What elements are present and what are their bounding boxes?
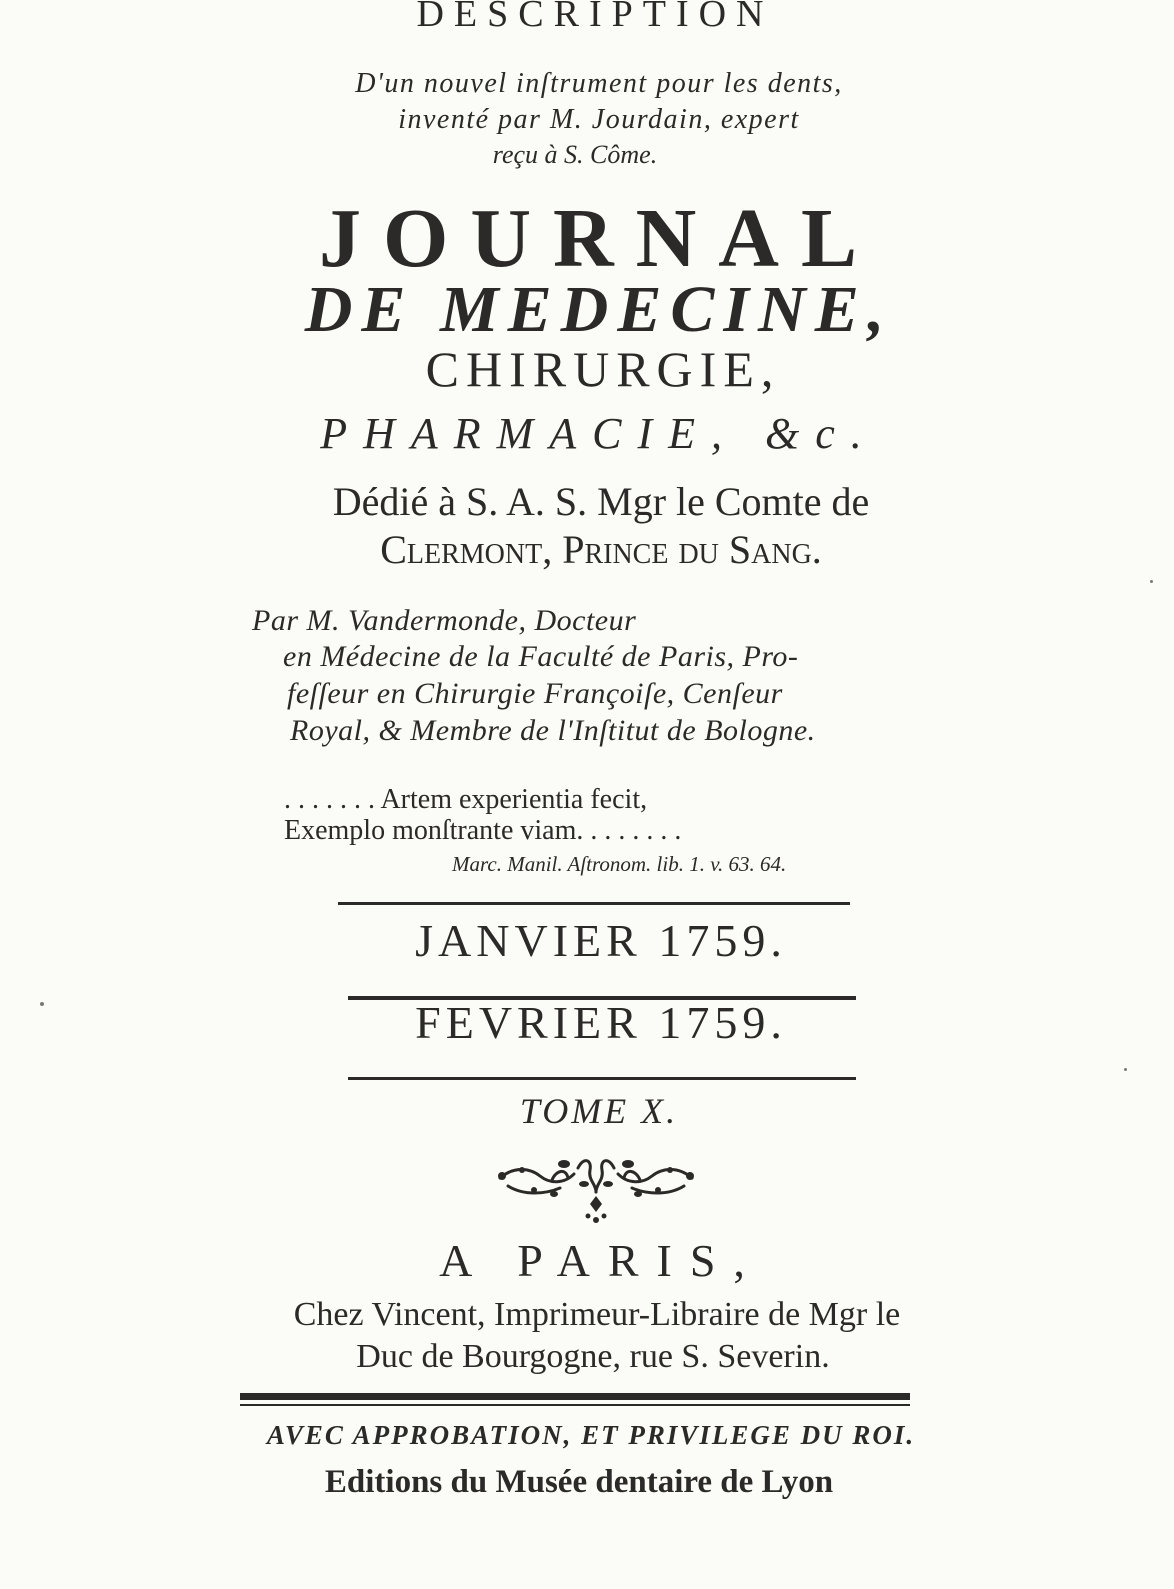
paper-speck <box>1124 1068 1127 1071</box>
author-line-1: Par M. Vandermonde, Docteur <box>252 604 637 637</box>
imprint-line-1: Chez Vincent, Imprimeur-Libraire de Mgr le <box>293 1296 901 1333</box>
imprint-city: A PARIS, <box>439 1235 763 1286</box>
printers-ornament-icon <box>494 1150 698 1230</box>
description-line-2: inventé par M. Jourdain, expert <box>398 104 800 135</box>
dedication-line-2: Clermont, Prince du Sang. <box>380 527 822 572</box>
dedication-line-1: Dédié à S. A. S. Mgr le Comte de <box>332 479 870 524</box>
issue-month-2: FEVRIER 1759. <box>415 997 787 1048</box>
imprint-line-2: Duc de Bourgogne, rue S. Severin. <box>356 1338 830 1375</box>
divider-rule <box>338 902 850 905</box>
paper-speck <box>1150 580 1153 583</box>
paper-speck <box>40 1002 44 1006</box>
author-line-2: en Médecine de la Faculté de Paris, Pro- <box>283 640 799 673</box>
thin-divider-rule <box>240 1404 910 1406</box>
epigraph-line-1: . . . . . . . Artem experientia fecit, <box>284 784 648 815</box>
medecine-title: DE MEDECINE, <box>304 273 894 346</box>
tome-number: TOME X. <box>519 1091 679 1131</box>
chirurgie-title: CHIRURGIE, <box>425 341 781 397</box>
epigraph-line-2: Exemplo monſtrante viam. . . . . . . . <box>284 815 682 846</box>
issue-month-1: JANVIER 1759. <box>415 915 787 966</box>
journal-title: JOURNAL <box>318 192 879 285</box>
author-line-3: feſſeur en Chirurgie Françoiſe, Cenſeur <box>287 677 783 710</box>
editions-credit: Editions du Musée dentaire de Lyon <box>324 1464 834 1500</box>
author-line-4: Royal, & Membre de l'Inſtitut de Bologne. <box>290 714 816 747</box>
divider-rule <box>348 1077 856 1080</box>
pharmacie-title: PHARMACIE, &c. <box>320 409 878 458</box>
description-line-1: D'un nouvel inſtrument pour les dents, <box>355 68 843 99</box>
description-heading: DESCRIPTION <box>416 0 774 35</box>
epigraph-citation: Marc. Manil. Aſtronom. lib. 1. v. 63. 64. <box>452 852 787 876</box>
privilege-line: AVEC APPROBATION, ET PRIVILEGE DU ROI. <box>266 1420 916 1450</box>
heavy-divider-rule <box>240 1393 910 1400</box>
description-line-3: reçu à S. Côme. <box>492 140 658 169</box>
